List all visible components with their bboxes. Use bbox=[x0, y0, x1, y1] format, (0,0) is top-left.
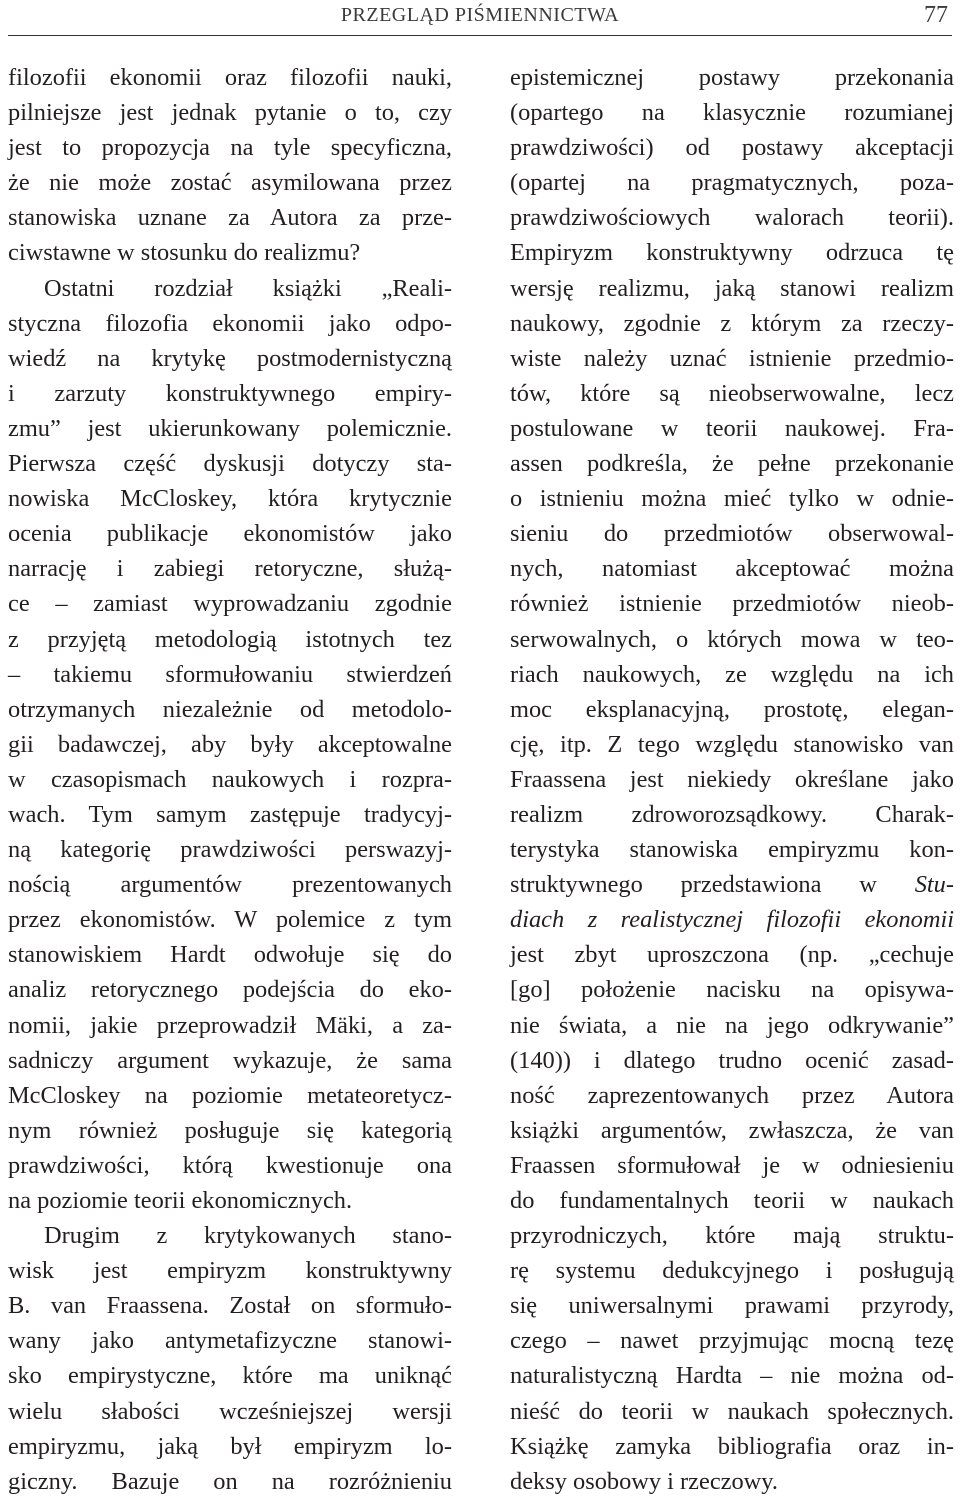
page-number: 77 bbox=[924, 2, 948, 28]
text-line: (opartej na pragmatycznych, poza- bbox=[510, 169, 954, 197]
text-line: że nie może zostać asymilowana przez bbox=[8, 169, 452, 197]
text-line: ocenia publikacje ekonomistów jako bbox=[8, 520, 452, 548]
text-line: tów, które są nieobserwowalne, lecz bbox=[510, 379, 954, 407]
text-line: assen podkreśla, że pełne przekonanie bbox=[510, 450, 954, 478]
text-line: rę systemu dedukcyjnego i posługują bbox=[510, 1257, 954, 1285]
text-line: narrację i zabiegi retoryczne, służą- bbox=[8, 555, 452, 583]
text-line: Drugim z krytykowanych stano- bbox=[44, 1222, 452, 1250]
text-line: przyrodniczych, które mają struktu- bbox=[510, 1222, 954, 1250]
text-line: – takiemu sformułowaniu stwierdzeń bbox=[8, 660, 452, 688]
header-rule bbox=[8, 35, 952, 36]
text-line: się uniwersalnymi prawami przyrody, bbox=[510, 1292, 954, 1320]
text-line: styczna filozofia ekonomii jako odpo- bbox=[8, 309, 452, 337]
text-line: prawdziwości) od postawy akceptacji bbox=[510, 134, 954, 162]
text-line: nowiska McCloskey, która krytycznie bbox=[8, 485, 452, 513]
text-line: i zarzuty konstruktywnego empiry- bbox=[8, 379, 452, 407]
text-line: cję, itp. Z tego względu stanowisko van bbox=[510, 730, 954, 758]
text-line: struktywnego przedstawiona w Stu- bbox=[510, 871, 954, 899]
left-text-column bbox=[8, 60, 452, 1499]
text-line: naukowy, zgodnie z którym za rzeczy- bbox=[510, 309, 954, 337]
text-line: nych, natomiast akceptować można bbox=[510, 555, 954, 583]
text-line: analiz retorycznego podejścia do eko- bbox=[8, 976, 452, 1004]
right-text-column bbox=[510, 60, 954, 1499]
text-line: wiste należy uznać istnienie przedmio- bbox=[510, 344, 954, 372]
running-head: PRZEGLĄD PIŚMIENNICTWA bbox=[340, 4, 620, 26]
text-line: Empiryzm konstruktywny odrzuca tę bbox=[510, 239, 954, 267]
text-line: empiryzmu, jaką był empiryzm lo- bbox=[8, 1432, 452, 1460]
text-line: nością argumentów prezentowanych bbox=[8, 871, 452, 899]
text-line: również istnienie przedmiotów nieob- bbox=[510, 590, 954, 618]
text-line: Książkę zamyka bibliografia oraz in- bbox=[510, 1432, 954, 1460]
text-line: terystyka stanowiska empiryzmu kon- bbox=[510, 836, 954, 864]
text-line: giczny. Bazuje on na rozróżnieniu bbox=[8, 1467, 452, 1495]
text-line: ciwstawne w stosunku do realizmu? bbox=[8, 239, 361, 267]
page-header bbox=[8, 0, 952, 37]
text-line: B. van Fraassena. Został on sformuło- bbox=[8, 1292, 452, 1320]
text-line: w czasopismach naukowych i rozpra- bbox=[8, 765, 452, 793]
text-line: postulowane w teorii naukowej. Fra- bbox=[510, 414, 954, 442]
text-line: Ostatni rozdział książki „Reali- bbox=[44, 274, 452, 302]
text-line: Fraassen sformułował je w odniesieniu bbox=[510, 1151, 954, 1179]
text-line: realizm zdroworozsądkowy. Charak- bbox=[510, 800, 954, 828]
text-line: na poziomie teorii ekonomicznych. bbox=[8, 1187, 353, 1214]
text-line: wach. Tym samym zastępuje tradycyj- bbox=[8, 800, 452, 828]
text-line: stanowiska uznane za Autora za prze- bbox=[8, 204, 452, 232]
text-line: nym również posługuje się kategorią bbox=[8, 1116, 452, 1144]
text-line: przez ekonomistów. W polemice z tym bbox=[8, 906, 452, 934]
text-line: moc eksplanacyjną, prostotę, elegan- bbox=[510, 695, 954, 723]
text-line: zmu” jest ukierunkowany polemicznie. bbox=[8, 414, 452, 442]
text-line: [go] położenie nacisku na opisywa- bbox=[510, 976, 954, 1004]
text-line: Fraassena jest niekiedy określane jako bbox=[510, 765, 954, 793]
text-line: riach naukowych, ze względu na ich bbox=[510, 660, 954, 688]
text-line: do fundamentalnych teorii w naukach bbox=[510, 1187, 954, 1214]
text-line: sko empirystyczne, które ma uniknąć bbox=[8, 1362, 452, 1390]
text-line: filozofii ekonomii oraz filozofii nauki, bbox=[8, 64, 452, 91]
text-line: McCloskey na poziomie metateoretycz- bbox=[8, 1081, 452, 1109]
text-line: sieniu do przedmiotów obserwowal- bbox=[510, 520, 954, 548]
text-line: stanowiskiem Hardt odwołuje się do bbox=[8, 941, 452, 969]
text-line: o istnieniu można mieć tylko w odnie- bbox=[510, 485, 954, 513]
text-line: z przyjętą metodologią istotnych tez bbox=[8, 625, 452, 653]
text-line: nomii, jakie przeprowadził Mäki, a za- bbox=[8, 1011, 452, 1039]
text-line: Pierwsza część dyskusji dotyczy sta- bbox=[8, 450, 452, 478]
text-line: (140)) i dlatego trudno ocenić zasad- bbox=[510, 1046, 954, 1074]
text-line: jest zbyt uproszczona (np. „cechuje bbox=[510, 941, 954, 969]
text-line: jest to propozycja na tyle specyficzna, bbox=[8, 134, 452, 162]
text-line: wersję realizmu, jaką stanowi realizm bbox=[510, 274, 954, 302]
text-line: wany jako antymetafizyczne stanowi- bbox=[8, 1327, 452, 1355]
text-line: otrzymanych niezależnie od metodolo- bbox=[8, 695, 452, 723]
text-line: nie świata, a nie na jego odkrywanie” bbox=[510, 1011, 954, 1039]
text-line: ność zaprezentowanych przez Autora bbox=[510, 1081, 954, 1109]
text-line: ną kategorię prawdziwości perswazyj- bbox=[8, 836, 452, 864]
text-line: wiedź na krytykę postmodernistyczną bbox=[8, 344, 452, 372]
text-line: sadniczy argument wykazuje, że sama bbox=[8, 1046, 452, 1074]
text-line: czego – nawet przyjmując mocną tezę bbox=[510, 1327, 954, 1355]
text-line: wielu słabości wcześniejszej wersji bbox=[8, 1397, 452, 1425]
text-line: pilniejsze jest jednak pytanie o to, czy bbox=[8, 99, 452, 127]
text-line: gii badawczej, aby były akceptowalne bbox=[8, 730, 452, 758]
text-line: nieść do teorii w naukach społecznych. bbox=[510, 1397, 954, 1425]
text-line: diach z realistycznej filozofii ekonomii bbox=[510, 906, 954, 934]
text-line: naturalistyczną Hardta – nie można od- bbox=[510, 1362, 954, 1390]
text-line: ce – zamiast wyprowadzaniu zgodnie bbox=[8, 590, 452, 618]
text-line: deksy osobowy i rzeczowy. bbox=[510, 1467, 778, 1495]
text-line: prawdziwościowych walorach teorii). bbox=[510, 204, 954, 232]
text-line: wisk jest empiryzm konstruktywny bbox=[8, 1257, 452, 1285]
text-line: serwowalnych, o których mowa w teo- bbox=[510, 625, 954, 653]
text-line: epistemicznej postawy przekonania bbox=[510, 64, 954, 91]
text-line: (opartego na klasycznie rozumianej bbox=[510, 99, 954, 127]
text-line: prawdziwości, którą kwestionuje ona bbox=[8, 1151, 452, 1179]
text-line: książki argumentów, zwłaszcza, że van bbox=[510, 1116, 954, 1144]
